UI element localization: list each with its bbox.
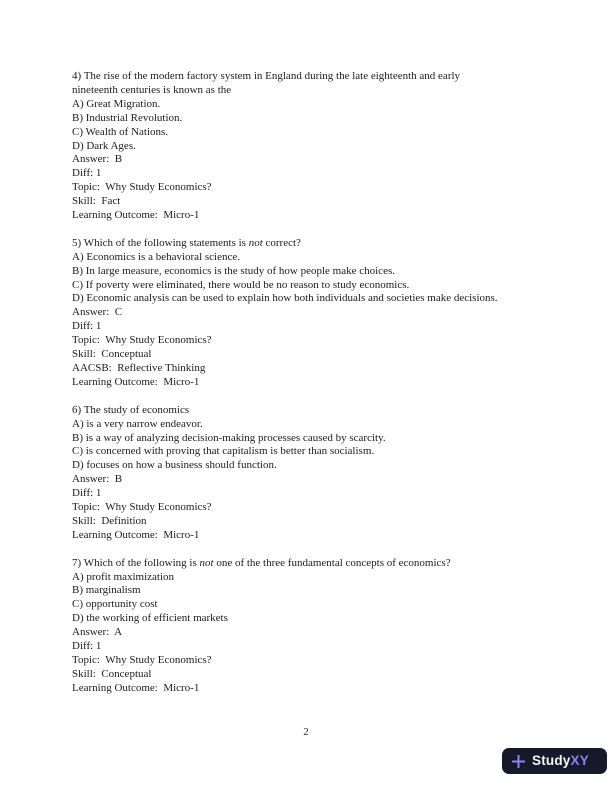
question-line: [72, 153, 542, 167]
text-segment: Topic: Why Study Economics?: [72, 181, 212, 194]
question-block: [72, 70, 542, 223]
text-segment: Learning Outcome: Micro-1: [72, 681, 200, 694]
text-segment: A) is a very narrow endeavor.: [72, 417, 203, 430]
text-segment: 4) The rise of the modern factory system in England during the late eighteenth and early: [72, 70, 461, 82]
question-line: [72, 626, 542, 640]
text-segment: Skill: Fact: [72, 195, 121, 208]
emphasized-text: not: [248, 236, 263, 249]
question-line: [72, 167, 542, 181]
text-segment: AACSB: Reflective Thinking: [72, 362, 206, 375]
question-line: [72, 334, 542, 348]
text-segment: Diff: 1: [72, 167, 102, 180]
question-block: [72, 237, 542, 390]
text-segment: Answer: A: [72, 626, 123, 639]
question-line: [72, 181, 542, 195]
question-line: [72, 571, 542, 585]
question-line: [72, 432, 542, 446]
text-segment: Learning Outcome: Micro-1: [72, 528, 200, 541]
text-segment: Answer: B: [72, 473, 123, 486]
question-line: [72, 126, 542, 140]
question-line: [72, 70, 542, 84]
text-segment: C) is concerned with proving that capitalism is better than socialism.: [72, 445, 375, 458]
question-line: [72, 209, 542, 223]
brand-name-primary: Study: [532, 753, 571, 769]
question-line: [72, 598, 542, 612]
text-segment: Answer: B: [72, 153, 123, 166]
question-line: [72, 237, 542, 251]
question-line: [72, 320, 542, 334]
text-segment: nineteenth centuries is known as the: [72, 83, 232, 96]
text-segment: Learning Outcome: Micro-1: [72, 375, 200, 388]
question-line: [72, 640, 542, 654]
question-line: [72, 418, 542, 432]
plus-icon: [511, 754, 526, 769]
question-line: [72, 584, 542, 598]
question-block: [72, 557, 542, 696]
text-segment: D) Dark Ages.: [72, 139, 136, 152]
text-segment: B) marginalism: [72, 584, 141, 597]
question-line: [72, 529, 542, 543]
text-segment: C) opportunity cost: [72, 598, 158, 611]
text-segment: A) Economics is a behavioral science.: [72, 250, 240, 263]
question-line: [72, 404, 542, 418]
text-segment: Topic: Why Study Economics?: [72, 501, 212, 514]
question-line: [72, 112, 542, 126]
page-number: 2: [303, 726, 309, 738]
text-segment: 7) Which of the following is: [72, 556, 200, 569]
brand-badge: [502, 748, 607, 774]
text-segment: D) Economic analysis can be used to explain how both individuals and societies make decisions.: [72, 292, 498, 305]
text-segment: D) the working of efficient markets: [72, 612, 228, 625]
text-segment: 5) Which of the following statements is: [72, 236, 249, 249]
question-line: [72, 654, 542, 668]
brand-name: [532, 754, 589, 768]
text-segment: C) Wealth of Nations.: [72, 125, 169, 138]
question-line: [72, 251, 542, 265]
brand-name-accent: XY: [570, 753, 589, 769]
text-segment: A) Great Migration.: [72, 97, 161, 110]
question-line: [72, 668, 542, 682]
text-segment: Skill: Conceptual: [72, 667, 152, 680]
text-segment: Learning Outcome: Micro-1: [72, 209, 200, 222]
question-line: [72, 265, 542, 279]
question-line: [72, 487, 542, 501]
text-segment: Topic: Why Study Economics?: [72, 334, 212, 347]
question-line: [72, 348, 542, 362]
text-segment: Skill: Conceptual: [72, 348, 152, 361]
text-segment: correct?: [262, 236, 301, 249]
text-segment: A) profit maximization: [72, 570, 175, 583]
text-segment: Skill: Definition: [72, 514, 147, 527]
question-line: [72, 501, 542, 515]
text-segment: Diff: 1: [72, 320, 102, 333]
text-segment: Diff: 1: [72, 640, 102, 653]
question-line: [72, 473, 542, 487]
question-line: [72, 515, 542, 529]
question-line: [72, 195, 542, 209]
question-line: [72, 612, 542, 626]
question-line: [72, 557, 542, 571]
question-line: [72, 306, 542, 320]
question-line: [72, 682, 542, 696]
question-line: [72, 292, 542, 306]
question-line: [72, 376, 542, 390]
question-line: [72, 362, 542, 376]
question-block: [72, 404, 542, 543]
text-segment: Answer: C: [72, 306, 123, 319]
question-line: [72, 459, 542, 473]
text-segment: 6) The study of economics: [72, 403, 190, 416]
question-line: [72, 84, 542, 98]
question-line: [72, 140, 542, 154]
emphasized-text: not: [199, 556, 214, 569]
text-segment: B) In large measure, economics is the study of how people make choices.: [72, 264, 395, 277]
text-segment: Topic: Why Study Economics?: [72, 654, 212, 667]
text-segment: C) If poverty were eliminated, there would be no reason to study economics.: [72, 278, 410, 291]
question-line: [72, 98, 542, 112]
text-segment: one of the three fundamental concepts of economics?: [213, 556, 451, 569]
question-line: [72, 279, 542, 293]
text-segment: B) is a way of analyzing decision-making processes caused by scarcity.: [72, 431, 386, 444]
text-segment: B) Industrial Revolution.: [72, 111, 183, 124]
text-segment: Diff: 1: [72, 487, 102, 500]
questions: [72, 70, 542, 710]
text-segment: D) focuses on how a business should function.: [72, 459, 277, 472]
question-line: [72, 445, 542, 459]
